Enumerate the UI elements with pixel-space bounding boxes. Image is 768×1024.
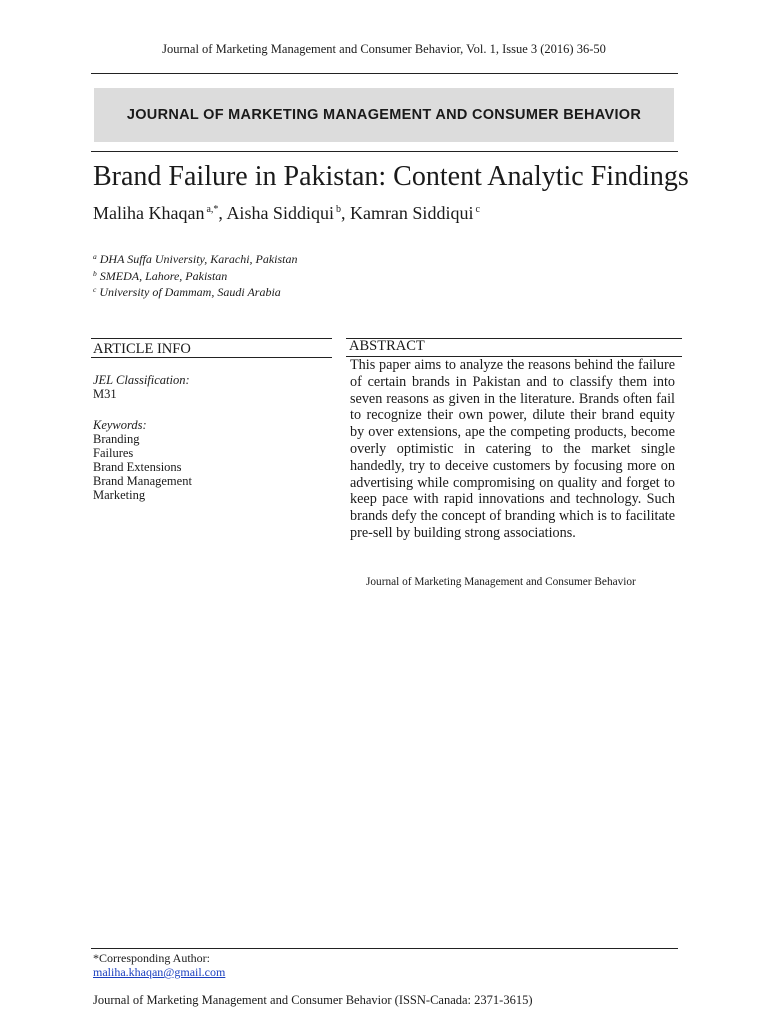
affiliation-mark: a (93, 252, 97, 261)
paper-title: Brand Failure in Pakistan: Content Analytic Findings (93, 161, 689, 192)
keyword-item: Brand Management (93, 474, 192, 488)
author-name: Kamran Siddiqui (349, 203, 474, 223)
abstract-source: Journal of Marketing Management and Consumer Behavior (366, 576, 636, 588)
jel-value: M31 (93, 387, 117, 401)
author-list (93, 203, 480, 224)
running-head: Journal of Marketing Management and Consumer Behavior, Vol. 1, Issue 3 (2016) 36-50 (162, 42, 606, 56)
author-name: Maliha Khaqan (93, 203, 205, 223)
abstract-text: This paper aims to analyze the reasons behind the failure of certain brands in Pakistan and to classify them into seven reasons as given in the literature. Brands often fail to recognize their own power, dilute their brand equity by over extensions, ape the competing products, become overly optimistic in catering to the market single handedly, try to deceive customers by focusing more on advertising while compromising on quality and forget to keep pace with rapid innovations and technology. Such brands defy the concept of branding which is to facilitate pre-sell by building strong associations. (350, 357, 675, 541)
author-affiliation-mark: a,* (206, 204, 219, 215)
corresponding-author-email-link[interactable]: maliha.khaqan@gmail.com (93, 965, 226, 979)
author-affiliation-mark: b (335, 204, 341, 215)
author-separator: , (340, 203, 350, 223)
article-info-heading: ARTICLE INFO (93, 341, 191, 357)
jel-label: JEL Classification: (93, 373, 190, 387)
jel-classification (93, 373, 190, 401)
affiliation-text: University of Dammam, Saudi Arabia (99, 285, 281, 299)
corresponding-author-label: *Corresponding Author: (93, 951, 210, 965)
affiliation-item (93, 250, 298, 267)
keyword-item: Branding (93, 432, 140, 446)
footnote-rule (91, 948, 678, 949)
journal-banner-text: JOURNAL OF MARKETING MANAGEMENT AND CONSUMER BEHAVIOR (126, 107, 642, 123)
keyword-item: Failures (93, 446, 134, 460)
corresponding-author-footnote (93, 951, 225, 979)
header-rule (91, 73, 678, 74)
article-info-top-rule (91, 338, 332, 339)
author-name: Aisha Siddiqui (226, 203, 334, 223)
journal-banner (94, 88, 674, 142)
banner-rule (91, 151, 678, 152)
author-separator: , (218, 203, 227, 223)
article-info-bottom-rule (91, 357, 332, 358)
keyword-item: Brand Extensions (93, 460, 182, 474)
keywords-label: Keywords: (93, 418, 147, 432)
affiliation-mark: c (93, 285, 97, 294)
affiliation-mark: b (93, 268, 97, 278)
affiliation-text: DHA Suffa University, Karachi, Pakistan (99, 252, 298, 266)
affiliation-list (93, 250, 298, 300)
abstract-heading: ABSTRACT (349, 338, 425, 354)
affiliation-item (93, 283, 298, 300)
keywords-block (93, 418, 192, 502)
keyword-item: Marketing (93, 488, 146, 502)
author-affiliation-mark: c (475, 204, 480, 215)
page-footer: Journal of Marketing Management and Consumer Behavior (ISSN-Canada: 2371-3615) (93, 993, 533, 1007)
affiliation-text: SMEDA, Lahore, Pakistan (99, 268, 228, 283)
affiliation-item (93, 267, 298, 284)
